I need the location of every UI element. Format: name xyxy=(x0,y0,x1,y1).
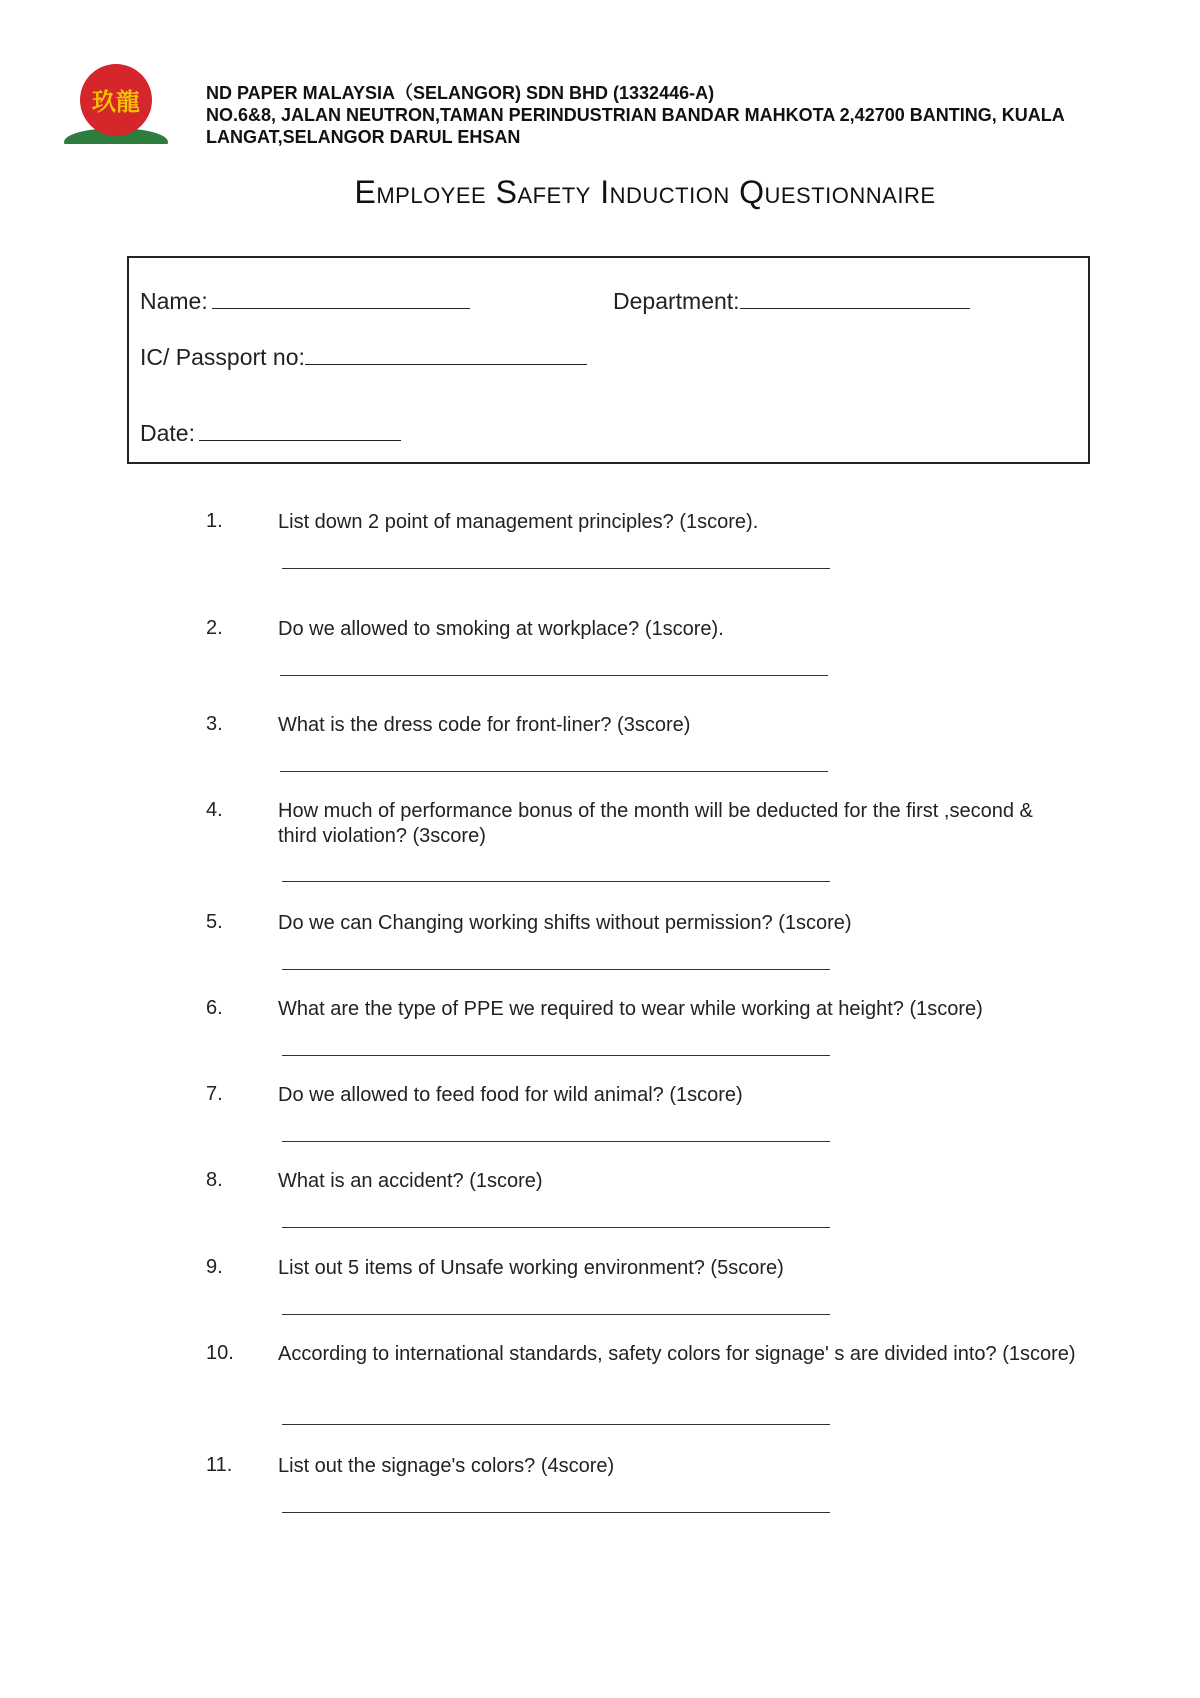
question-text: What are the type of PPE we required to wear while working at height? (1score) xyxy=(278,998,983,1020)
date-field[interactable] xyxy=(140,420,401,447)
question-text: How much of performance bonus of the month will be deducted for the first ,second & third violation? (3score) xyxy=(278,800,1033,847)
question-number: 11. xyxy=(206,1454,233,1476)
question-number: 9. xyxy=(206,1256,223,1278)
question-text: What is the dress code for front-liner? (3score) xyxy=(278,714,691,736)
question-number: 6. xyxy=(206,997,223,1019)
answer-line[interactable] xyxy=(280,771,828,772)
name-field[interactable] xyxy=(140,288,470,315)
question-text: List down 2 point of management principles? (1score). xyxy=(278,511,759,533)
question-number: 1. xyxy=(206,510,223,532)
logo-text: 玖龍 xyxy=(92,88,140,116)
name-blank[interactable] xyxy=(212,288,470,309)
ic-passport-field[interactable] xyxy=(140,344,587,371)
department-label: Department: xyxy=(613,288,740,314)
date-label: Date: xyxy=(140,420,195,446)
answer-line[interactable] xyxy=(282,1227,830,1228)
company-address-line-2: LANGAT,SELANGOR DARUL EHSAN xyxy=(206,127,521,147)
question-number: 4. xyxy=(206,799,223,821)
answer-line[interactable] xyxy=(282,1055,830,1056)
question-number: 2. xyxy=(206,617,223,639)
question-text: Do we allowed to feed food for wild animal? (1score) xyxy=(278,1084,743,1106)
name-label: Name: xyxy=(140,288,208,314)
employee-info-box xyxy=(127,256,1090,464)
question-text: According to international standards, safety colors for signage' s are divided into? (1score) xyxy=(278,1343,1076,1365)
company-name: ND PAPER MALAYSIA（SELANGOR) SDN BHD (1332446-A) xyxy=(206,83,715,103)
page-title: Employee Safety Induction Questionnaire xyxy=(354,174,936,210)
question-number: 10. xyxy=(206,1342,234,1364)
question-number: 7. xyxy=(206,1083,223,1105)
date-blank[interactable] xyxy=(199,420,401,441)
question-number: 8. xyxy=(206,1169,223,1191)
company-logo xyxy=(62,64,170,156)
answer-line[interactable] xyxy=(282,1314,830,1315)
question-text: What is an accident? (1score) xyxy=(278,1170,543,1192)
department-field[interactable] xyxy=(613,288,970,315)
answer-line[interactable] xyxy=(282,969,830,970)
question-text: List out 5 items of Unsafe working environment? (5score) xyxy=(278,1257,784,1279)
ic-passport-blank[interactable] xyxy=(305,344,587,365)
question-number: 5. xyxy=(206,911,223,933)
answer-line[interactable] xyxy=(282,881,830,882)
answer-line[interactable] xyxy=(282,568,830,569)
department-blank[interactable] xyxy=(740,288,970,309)
question-number: 3. xyxy=(206,713,223,735)
company-address-line-1: NO.6&8, JALAN NEUTRON,TAMAN PERINDUSTRIAN BANDAR MAHKOTA 2,42700 BANTING, KUALA xyxy=(206,105,1065,125)
question-text: Do we allowed to smoking at workplace? (1score). xyxy=(278,618,724,640)
answer-line[interactable] xyxy=(280,675,828,676)
question-text: Do we can Changing working shifts without permission? (1score) xyxy=(278,912,852,934)
answer-line[interactable] xyxy=(282,1141,830,1142)
question-text: List out the signage's colors? (4score) xyxy=(278,1455,615,1477)
ic-passport-label: IC/ Passport no: xyxy=(140,344,305,370)
answer-line[interactable] xyxy=(282,1424,830,1425)
company-header xyxy=(206,82,1116,148)
answer-line[interactable] xyxy=(282,1512,830,1513)
